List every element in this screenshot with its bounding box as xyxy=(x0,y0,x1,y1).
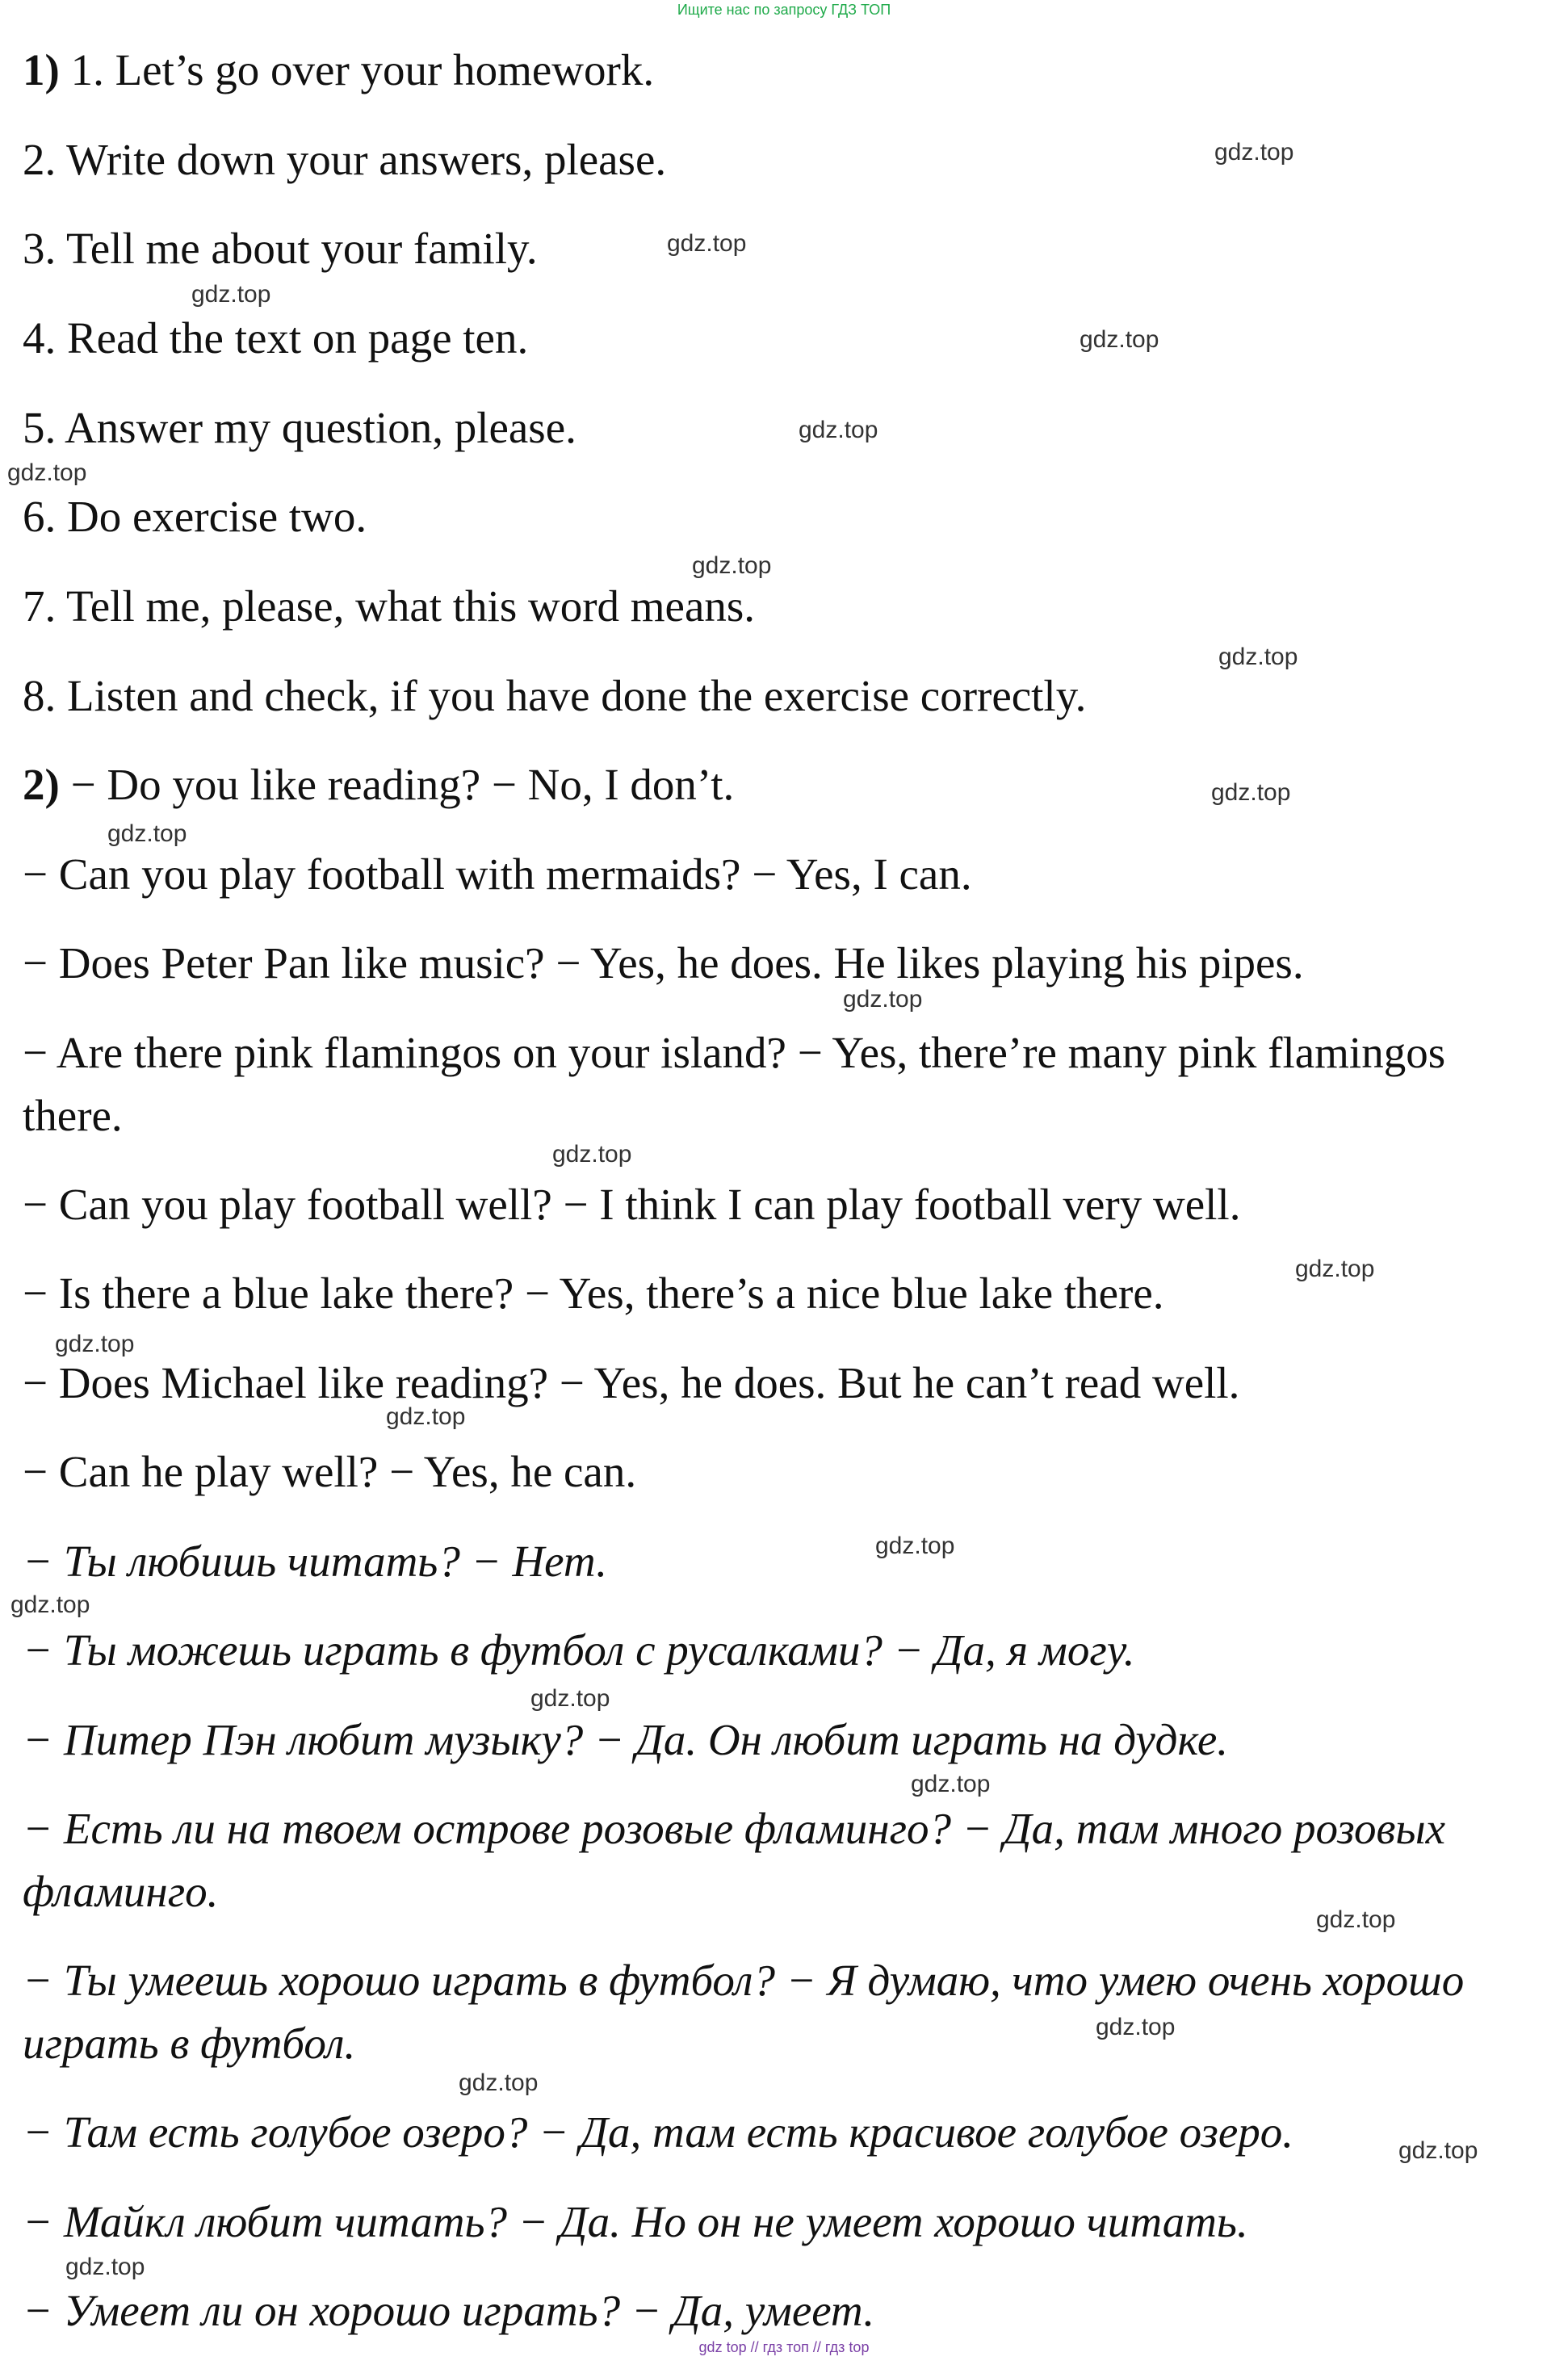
top-banner: Ищите нас по запросу ГДЗ ТОП xyxy=(677,2,891,18)
section1-item-3: 3. Tell me about your family. xyxy=(23,224,538,273)
watermark: gdz.top xyxy=(799,417,878,443)
section2-ru-3: − Питер Пэн любит музыку? − Да. Он любит играть на дудке. xyxy=(23,1715,1228,1764)
watermark: gdz.top xyxy=(1096,2014,1176,2040)
watermark: gdz.top xyxy=(875,1533,955,1559)
section1-item-1 xyxy=(23,39,654,102)
section2-en-8: − Can he play well? − Yes, he can. xyxy=(23,1447,637,1496)
section2-en-7: − Does Michael like reading? − Yes, he does. But he can’t read well. xyxy=(23,1358,1240,1407)
section2-en-4: − Are there pink flamingos on your island? − Yes, there’re many pink flamingos there. xyxy=(23,1028,1446,1140)
section2-ru-6: − Там есть голубое озеро? − Да, там есть красивое голубое озеро. xyxy=(23,2107,1294,2157)
watermark: gdz.top xyxy=(386,1403,466,1430)
watermark: gdz.top xyxy=(843,986,923,1013)
watermark: gdz.top xyxy=(55,1331,135,1357)
watermark: gdz.top xyxy=(7,459,87,486)
section1-item-2: 2. Write down your answers, please. xyxy=(23,135,667,184)
section2-ru-8: − Умеет ли он хорошо играть? − Да, умеет. xyxy=(23,2286,875,2335)
section1-item-5: 5. Answer my question, please. xyxy=(23,403,576,452)
watermark: gdz.top xyxy=(10,1591,90,1618)
section2-ru-2: − Ты можешь играть в футбол с русалками? − Да, я могу. xyxy=(23,1625,1135,1675)
watermark: gdz.top xyxy=(1316,1906,1396,1933)
section1-item-7: 7. Tell me, please, what this word means. xyxy=(23,581,756,631)
watermark: gdz.top xyxy=(552,1141,632,1168)
section2-en-5: − Can you play football well? − I think I can play football very well. xyxy=(23,1180,1241,1229)
section2-en-3: − Does Peter Pan like music? − Yes, he does. He likes playing his pipes. xyxy=(23,938,1304,988)
watermark: gdz.top xyxy=(65,2254,145,2280)
watermark: gdz.top xyxy=(911,1771,991,1797)
watermark: gdz.top xyxy=(1218,644,1298,670)
section1-item-text: 1. Let’s go over your homework. xyxy=(70,45,655,94)
section2-en-text: − Do you like reading? − No, I don’t. xyxy=(70,760,735,809)
watermark: gdz.top xyxy=(107,820,187,847)
section1-marker: 1) xyxy=(23,45,60,94)
bottom-banner: gdz top // гдз топ // гдз top xyxy=(698,2339,870,2355)
section2-en-2: − Can you play football with mermaids? − Yes, I can. xyxy=(23,849,972,899)
watermark: gdz.top xyxy=(1398,2137,1478,2164)
section2-en-6: − Is there a blue lake there? − Yes, there’s a nice blue lake there. xyxy=(23,1268,1164,1318)
section1-item-6: 6. Do exercise two. xyxy=(23,492,367,541)
section2-marker: 2) xyxy=(23,760,60,809)
watermark: gdz.top xyxy=(667,230,747,257)
section2-ru-7: − Майкл любит читать? − Да. Но он не умеет хорошо читать. xyxy=(23,2197,1248,2246)
section1-item-8: 8. Listen and check, if you have done the exercise correctly. xyxy=(23,671,1087,720)
watermark: gdz.top xyxy=(1211,779,1291,806)
section2-ru-4: − Есть ли на твоем острове розовые фламинго? − Да, там много розовых фламинго. xyxy=(23,1804,1446,1916)
section2-ru-5: − Ты умеешь хорошо играть в футбол? − Я думаю, что умею очень хорошо играть в футбол. xyxy=(23,1956,1465,2068)
watermark: gdz.top xyxy=(1214,139,1294,166)
watermark: gdz.top xyxy=(459,2069,539,2096)
section1-item-4: 4. Read the text on page ten. xyxy=(23,313,529,363)
watermark: gdz.top xyxy=(1295,1256,1375,1282)
watermark: gdz.top xyxy=(692,552,772,579)
watermark: gdz.top xyxy=(191,281,271,308)
watermark: gdz.top xyxy=(1080,326,1159,353)
section2-ru-1: − Ты любишь читать? − Нет. xyxy=(23,1537,607,1586)
watermark: gdz.top xyxy=(530,1685,610,1712)
section2-en-1 xyxy=(23,753,734,816)
